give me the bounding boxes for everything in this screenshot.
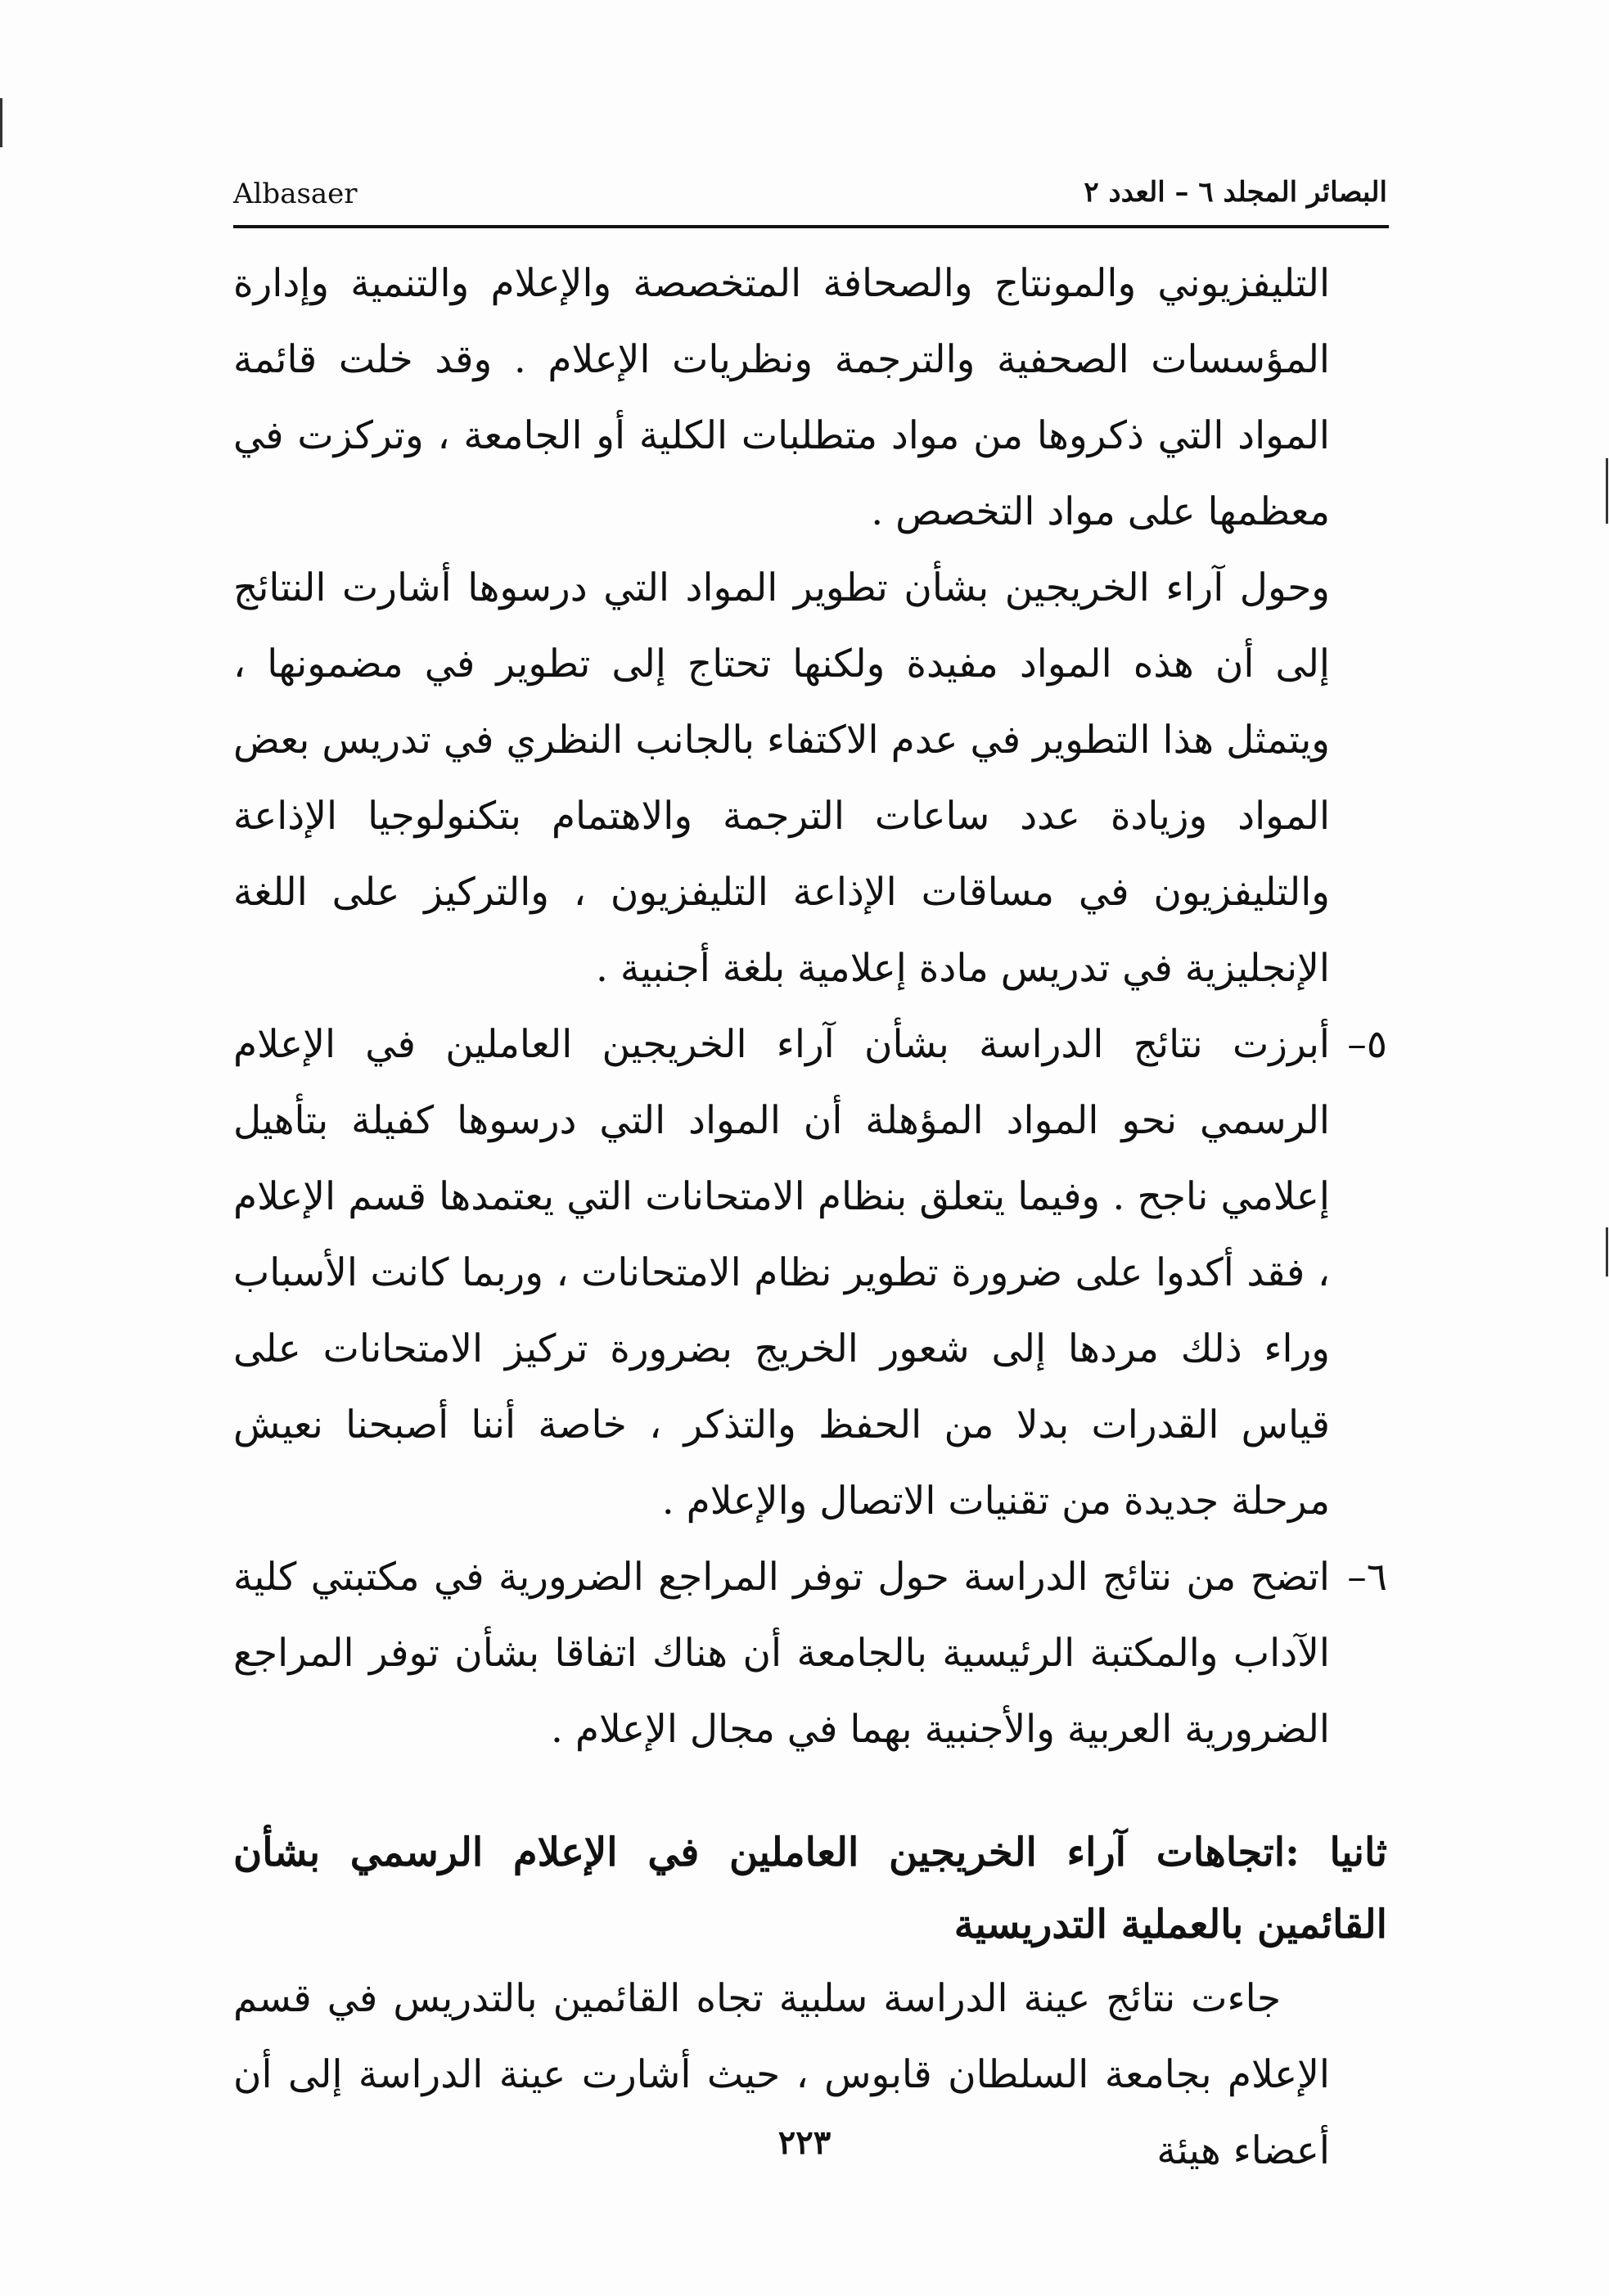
running-header	[233, 168, 1387, 217]
scan-edge-mark-right-lower	[1606, 1227, 1608, 1276]
journal-title-english: Albasaer	[233, 178, 358, 210]
list-item-5	[233, 1006, 1387, 1539]
list-item-6	[233, 1539, 1387, 1767]
paragraph-2: وحول آراء الخريجين بشأن تطوير المواد التي درسوها أشارت النتائج إلى أن هذه المواد مفيدة ولكنها تحتاج إلى تطوير في مضمونها ، ويتمثل هذا التطوير في عدم الاكتفاء بالجانب النظري في تدريس بعض المواد وزيادة عدد ساعات الترجمة والاهتمام بتكنولوجيا الإذاعة والتليفزيون في مساقات الإذاعة التليفزيون ، والتركيز على اللغة الإنجليزية في تدريس مادة إعلامية بلغة أجنبية .	[233, 565, 1330, 991]
main-text	[233, 245, 1387, 2189]
list-item-5-number: ٥–	[1347, 1022, 1387, 1067]
scan-edge-mark-right	[1606, 458, 1608, 524]
header-rule	[233, 225, 1389, 228]
paragraph-1: التليفزيوني والمونتاج والصحافة المتخصصة والإعلام والتنمية وإدارة المؤسسات الصحفية والترجمة ونظريات الإعلام . وقد خلت قائمة المواد التي ذكروها من مواد متطلبات الكلية أو الجامعة ، وتركزت في معظمها على مواد التخصص .	[233, 261, 1330, 534]
page-number: ٢٢٣	[777, 2123, 832, 2162]
scan-edge-mark-left	[0, 98, 2, 147]
list-item-6-text: اتضح من نتائج الدراسة حول توفر المراجع الضرورية في مكتبتي كلية الآداب والمكتبة الرئيسية بالجامعة أن هناك اتفاقا بشأن توفر المراجع الضرورية العربية والأجنبية بهما في مجال الإعلام .	[233, 1555, 1330, 1752]
section-heading: ثانيا :اتجاهات آراء الخريجين العاملين في الإعلام الرسمي بشأن القائمين بالعملية التدريسية	[233, 1830, 1387, 1947]
list-item-5-text: أبرزت نتائج الدراسة بشأن آراء الخريجين العاملين في الإعلام الرسمي نحو المواد المؤهلة أن المواد التي درسوها كفيلة بتأهيل إعلامي ناجح . وفيما يتعلق بنظام الامتحانات التي يعتمدها قسم الإعلام ، فقد أكدوا على ضرورة تطوير نظام الامتحانات ، وربما كانت الأسباب وراء ذلك مردها إلى شعور الخريج بضرورة تركيز الامتحانات على قياس القدرات بدلا من الحفظ والتذكر ، خاصة أننا أصبحنا نعيش مرحلة جديدة من تقنيات الاتصال والإعلام .	[233, 1022, 1330, 1524]
section-paragraph: جاءت نتائج عينة الدراسة سلبية تجاه القائمين بالتدريس في قسم الإعلام بجامعة السلطان قابوس ، حيث أشارت عينة الدراسة إلى أن أعضاء هيئة	[233, 1976, 1330, 2173]
list-item-6-number: ٦–	[1347, 1555, 1387, 1600]
journal-title-arabic: البصائر المجلد ٦ – العدد ٢	[1084, 176, 1387, 209]
